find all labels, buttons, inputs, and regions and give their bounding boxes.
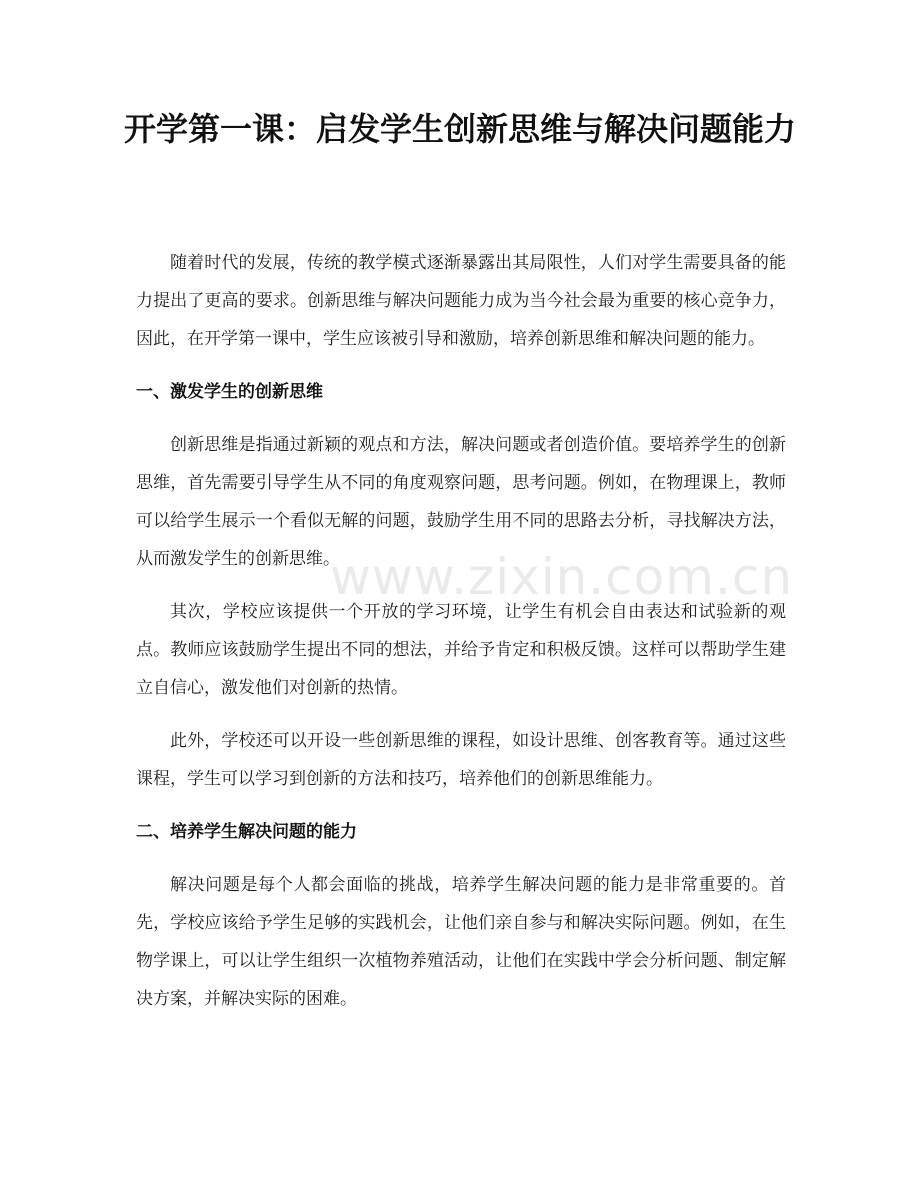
document-title: 开学第一课：启发学生创新思维与解决问题能力: [123, 110, 796, 148]
document-body: [136, 244, 786, 1018]
section-heading-1: 一、激发学生的创新思维: [136, 382, 323, 402]
section-2-paragraph-1: 解决问题是每个人都会面临的挑战，培养学生解决问题的能力是非常重要的。首先，学校应该给予学生足够的实践机会，让他们亲自参与和解决实际问题。例如，在生物学课上，可以让学生组织一次植物养殖活动，让他们在实践中学会分析问题、制定解决方案，并解决实际的困难。: [136, 875, 786, 1009]
section-heading-2: 二、培养学生解决问题的能力: [136, 822, 357, 842]
intro-paragraph: 随着时代的发展，传统的教学模式逐渐暴露出其局限性，人们对学生需要具备的能力提出了更高的要求。创新思维与解决问题能力成为当今社会最为重要的核心竞争力，因此，在开学第一课中，学生应该被引导和激励，培养创新思维和解决问题的能力。: [136, 253, 786, 349]
section-1-paragraph-2: 其次，学校应该提供一个开放的学习环境，让学生有机会自由表达和试验新的观点。教师应该鼓励学生提出不同的想法，并给予肯定和积极反馈。这样可以帮助学生建立自信心，激发他们对创新的热情。: [136, 602, 786, 698]
section-1-paragraph-1: 创新思维是指通过新颖的观点和方法，解决问题或者创造价值。要培养学生的创新思维，首先需要引导学生从不同的角度观察问题，思考问题。例如，在物理课上，教师可以给学生展示一个看似无解的问题，鼓励学生用不同的思路去分析，寻找解决方法，从而激发学生的创新思维。: [136, 435, 786, 569]
section-1-paragraph-3: 此外，学校还可以开设一些创新思维的课程，如设计思维、创客教育等。通过这些课程，学生可以学习到创新的方法和技巧，培养他们的创新思维能力。: [136, 731, 786, 789]
watermark: www.zixin.com.cn: [330, 548, 794, 606]
